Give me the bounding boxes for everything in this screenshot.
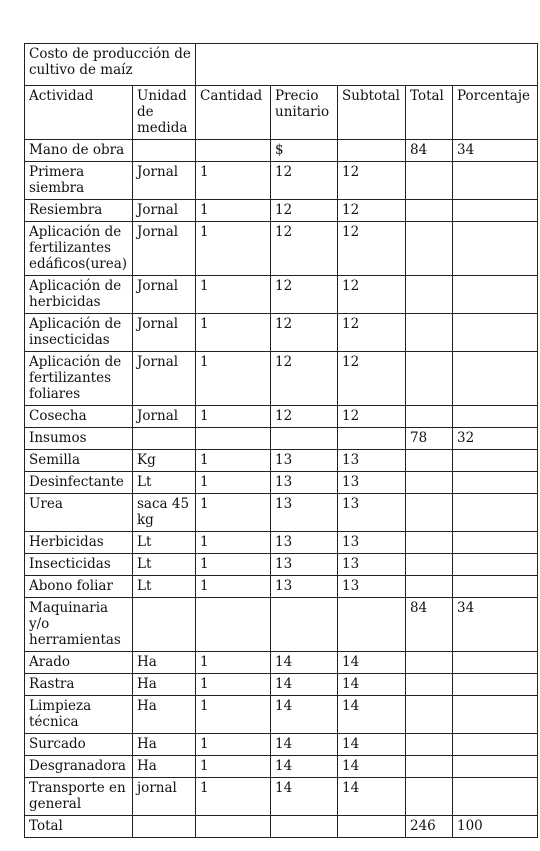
cell-precio-unitario	[271, 816, 338, 838]
cell-precio-unitario: 14	[271, 674, 338, 696]
cell-unidad: Ha	[133, 756, 196, 778]
cell-precio-unitario: 13	[271, 532, 338, 554]
table-row	[25, 598, 538, 652]
cell-actividad: Desgranadora	[25, 756, 133, 778]
cell-cantidad: 1	[196, 576, 271, 598]
header-porcentaje: Porcentaje	[453, 86, 538, 140]
cell-total	[406, 352, 453, 406]
cell-cantidad: 1	[196, 494, 271, 532]
cell-subtotal: 12	[338, 162, 406, 200]
cell-cantidad: 1	[196, 472, 271, 494]
header-precio-unitario: Precio unitario	[271, 86, 338, 140]
cell-unidad: Jornal	[133, 200, 196, 222]
cell-subtotal	[338, 598, 406, 652]
cell-total	[406, 734, 453, 756]
cell-precio-unitario	[271, 428, 338, 450]
cell-precio-unitario: 13	[271, 576, 338, 598]
cell-cantidad: 1	[196, 276, 271, 314]
header-total: Total	[406, 86, 453, 140]
cell-total	[406, 222, 453, 276]
cell-unidad: Lt	[133, 554, 196, 576]
cell-porcentaje: 100	[453, 816, 538, 838]
cell-total	[406, 576, 453, 598]
cell-actividad: Rastra	[25, 674, 133, 696]
cell-porcentaje	[453, 554, 538, 576]
cell-unidad	[133, 428, 196, 450]
cell-total	[406, 314, 453, 352]
cell-subtotal: 12	[338, 276, 406, 314]
cell-total	[406, 276, 453, 314]
cell-precio-unitario: 12	[271, 222, 338, 276]
cell-unidad: saca 45 kg	[133, 494, 196, 532]
table-row	[25, 576, 538, 598]
cell-precio-unitario: 14	[271, 652, 338, 674]
cell-precio-unitario: $	[271, 140, 338, 162]
table-row	[25, 816, 538, 838]
cell-unidad: Ha	[133, 652, 196, 674]
cell-precio-unitario: 12	[271, 200, 338, 222]
cell-unidad: Kg	[133, 450, 196, 472]
cell-cantidad: 1	[196, 200, 271, 222]
cell-total	[406, 406, 453, 428]
cell-subtotal: 14	[338, 696, 406, 734]
cell-cantidad: 1	[196, 162, 271, 200]
cell-actividad: Transporte en general	[25, 778, 133, 816]
cell-unidad: Jornal	[133, 162, 196, 200]
cell-actividad: Insumos	[25, 428, 133, 450]
table-row	[25, 314, 538, 352]
cell-subtotal	[338, 140, 406, 162]
table-row	[25, 494, 538, 532]
cell-porcentaje	[453, 472, 538, 494]
cell-cantidad	[196, 598, 271, 652]
cell-unidad: jornal	[133, 778, 196, 816]
cell-porcentaje: 34	[453, 140, 538, 162]
cell-total	[406, 200, 453, 222]
table-row	[25, 428, 538, 450]
cell-precio-unitario: 12	[271, 352, 338, 406]
cell-actividad: Abono foliar	[25, 576, 133, 598]
cell-subtotal	[338, 816, 406, 838]
cell-cantidad: 1	[196, 532, 271, 554]
cell-total	[406, 696, 453, 734]
cell-unidad	[133, 816, 196, 838]
cell-porcentaje	[453, 406, 538, 428]
table-row	[25, 472, 538, 494]
cell-cantidad: 1	[196, 778, 271, 816]
cell-subtotal: 12	[338, 222, 406, 276]
table-row	[25, 276, 538, 314]
cell-cantidad: 1	[196, 554, 271, 576]
cell-cantidad: 1	[196, 406, 271, 428]
table-row	[25, 450, 538, 472]
cell-actividad: Urea	[25, 494, 133, 532]
cell-precio-unitario: 12	[271, 276, 338, 314]
cell-cantidad: 1	[196, 734, 271, 756]
cell-actividad: Primera siembra	[25, 162, 133, 200]
cell-precio-unitario: 14	[271, 778, 338, 816]
cell-cantidad: 1	[196, 756, 271, 778]
cell-precio-unitario: 12	[271, 162, 338, 200]
cell-unidad: Jornal	[133, 314, 196, 352]
cell-actividad: Herbicidas	[25, 532, 133, 554]
cell-subtotal: 12	[338, 406, 406, 428]
header-subtotal: Subtotal	[338, 86, 406, 140]
cell-actividad: Desinfectante	[25, 472, 133, 494]
cell-porcentaje	[453, 314, 538, 352]
cell-actividad: Total	[25, 816, 133, 838]
table-row	[25, 696, 538, 734]
cell-subtotal: 13	[338, 494, 406, 532]
cell-porcentaje	[453, 222, 538, 276]
cell-unidad: Lt	[133, 576, 196, 598]
cell-porcentaje	[453, 450, 538, 472]
table-row	[25, 734, 538, 756]
cell-subtotal: 13	[338, 576, 406, 598]
cell-cantidad: 1	[196, 222, 271, 276]
cell-actividad: Maquinaria y/o herramientas	[25, 598, 133, 652]
cell-unidad: Jornal	[133, 352, 196, 406]
cell-porcentaje	[453, 494, 538, 532]
title-blank-cell	[196, 44, 538, 86]
cell-subtotal: 12	[338, 352, 406, 406]
table-row	[25, 674, 538, 696]
table-row	[25, 778, 538, 816]
cell-subtotal: 12	[338, 314, 406, 352]
cell-subtotal	[338, 428, 406, 450]
cell-precio-unitario: 13	[271, 494, 338, 532]
table-row	[25, 554, 538, 576]
table-row	[25, 200, 538, 222]
cell-unidad: Jornal	[133, 406, 196, 428]
cell-porcentaje	[453, 778, 538, 816]
cell-actividad: Insecticidas	[25, 554, 133, 576]
cell-unidad: Lt	[133, 532, 196, 554]
cell-porcentaje	[453, 276, 538, 314]
cost-table	[24, 43, 538, 838]
cell-total: 78	[406, 428, 453, 450]
table-row	[25, 532, 538, 554]
cell-total	[406, 162, 453, 200]
cell-unidad: Ha	[133, 674, 196, 696]
cell-porcentaje	[453, 756, 538, 778]
cell-precio-unitario: 14	[271, 734, 338, 756]
cell-actividad: Cosecha	[25, 406, 133, 428]
table-row	[25, 162, 538, 200]
cell-unidad: Lt	[133, 472, 196, 494]
cell-total	[406, 778, 453, 816]
cell-cantidad: 1	[196, 696, 271, 734]
header-cantidad: Cantidad	[196, 86, 271, 140]
cell-precio-unitario: 14	[271, 696, 338, 734]
cell-total: 246	[406, 816, 453, 838]
cell-subtotal: 14	[338, 778, 406, 816]
cell-subtotal: 12	[338, 200, 406, 222]
header-actividad: Actividad	[25, 86, 133, 140]
cell-actividad: Aplicación de insecticidas	[25, 314, 133, 352]
cell-precio-unitario: 12	[271, 314, 338, 352]
cell-unidad	[133, 598, 196, 652]
cell-cantidad: 1	[196, 674, 271, 696]
cell-actividad: Mano de obra	[25, 140, 133, 162]
table-row	[25, 406, 538, 428]
cell-total	[406, 494, 453, 532]
cell-precio-unitario: 14	[271, 756, 338, 778]
cell-actividad: Limpieza técnica	[25, 696, 133, 734]
cell-porcentaje	[453, 652, 538, 674]
cell-precio-unitario: 12	[271, 406, 338, 428]
cell-subtotal: 13	[338, 554, 406, 576]
cell-subtotal: 14	[338, 674, 406, 696]
cell-subtotal: 13	[338, 532, 406, 554]
cell-total	[406, 756, 453, 778]
table-row	[25, 352, 538, 406]
cell-actividad: Aplicación de herbicidas	[25, 276, 133, 314]
table-row	[25, 652, 538, 674]
cell-cantidad	[196, 816, 271, 838]
cell-unidad: Ha	[133, 696, 196, 734]
cell-cantidad: 1	[196, 652, 271, 674]
cell-cantidad	[196, 428, 271, 450]
cell-porcentaje	[453, 696, 538, 734]
cell-porcentaje	[453, 576, 538, 598]
cell-total	[406, 674, 453, 696]
cell-porcentaje: 32	[453, 428, 538, 450]
cell-unidad	[133, 140, 196, 162]
cell-unidad: Ha	[133, 734, 196, 756]
cell-subtotal: 14	[338, 652, 406, 674]
cell-cantidad: 1	[196, 314, 271, 352]
cell-porcentaje: 34	[453, 598, 538, 652]
cell-subtotal: 14	[338, 734, 406, 756]
title-row	[25, 44, 538, 86]
cell-porcentaje	[453, 162, 538, 200]
cell-total	[406, 450, 453, 472]
cell-actividad: Arado	[25, 652, 133, 674]
cell-subtotal: 13	[338, 472, 406, 494]
cell-porcentaje	[453, 352, 538, 406]
cell-porcentaje	[453, 674, 538, 696]
cell-subtotal: 13	[338, 450, 406, 472]
cell-actividad: Aplicación de fertilizantes foliares	[25, 352, 133, 406]
cell-precio-unitario: 13	[271, 450, 338, 472]
cell-total	[406, 472, 453, 494]
table-row	[25, 222, 538, 276]
table-title: Costo de producción de cultivo de maíz	[25, 44, 196, 86]
cell-subtotal: 14	[338, 756, 406, 778]
table-row	[25, 140, 538, 162]
cell-porcentaje	[453, 734, 538, 756]
cell-total	[406, 532, 453, 554]
cell-total: 84	[406, 140, 453, 162]
table-row	[25, 756, 538, 778]
cell-total: 84	[406, 598, 453, 652]
cell-cantidad	[196, 140, 271, 162]
cell-actividad: Surcado	[25, 734, 133, 756]
cell-actividad: Resiembra	[25, 200, 133, 222]
cell-precio-unitario: 13	[271, 472, 338, 494]
cell-precio-unitario	[271, 598, 338, 652]
cell-total	[406, 554, 453, 576]
cell-porcentaje	[453, 532, 538, 554]
cell-cantidad: 1	[196, 450, 271, 472]
cell-unidad: Jornal	[133, 222, 196, 276]
cell-total	[406, 652, 453, 674]
cell-unidad: Jornal	[133, 276, 196, 314]
cell-cantidad: 1	[196, 352, 271, 406]
cell-porcentaje	[453, 200, 538, 222]
header-row	[25, 86, 538, 140]
header-unidad-de-medida: Unidad de medida	[133, 86, 196, 140]
cell-actividad: Semilla	[25, 450, 133, 472]
cell-actividad: Aplicación de fertilizantes edáficos(urea)	[25, 222, 133, 276]
cell-precio-unitario: 13	[271, 554, 338, 576]
